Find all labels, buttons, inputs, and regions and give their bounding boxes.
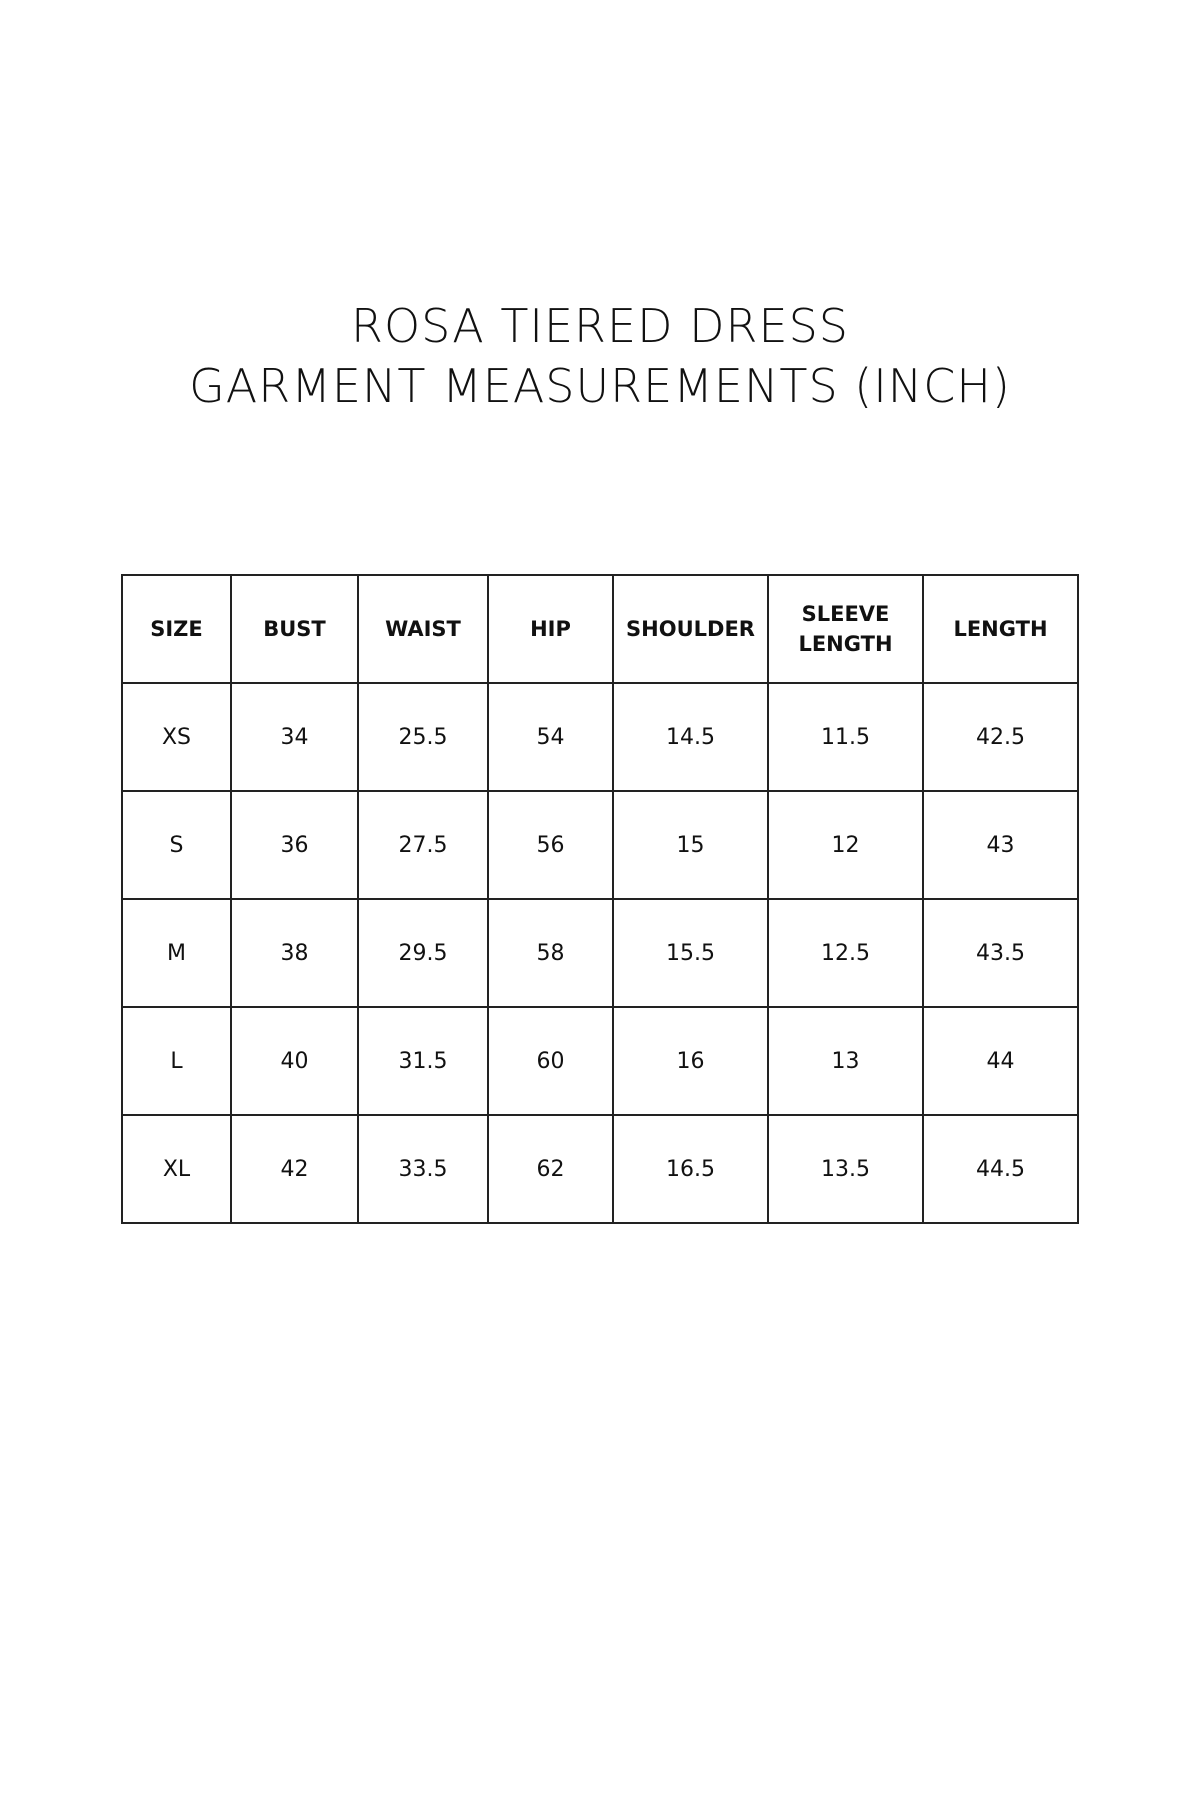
- cell-bust: 36: [231, 791, 358, 899]
- header-size: SIZE: [122, 575, 231, 683]
- cell-bust: 34: [231, 683, 358, 791]
- table-row: [122, 899, 1078, 1007]
- cell-shoulder: 15: [613, 791, 768, 899]
- cell-sleeve-length: 12.5: [768, 899, 923, 1007]
- cell-size: XL: [122, 1115, 231, 1223]
- cell-sleeve-length: 13.5: [768, 1115, 923, 1223]
- cell-sleeve-length: 13: [768, 1007, 923, 1115]
- cell-size: XS: [122, 683, 231, 791]
- cell-size: S: [122, 791, 231, 899]
- cell-shoulder: 16: [613, 1007, 768, 1115]
- header-hip: HIP: [488, 575, 613, 683]
- cell-length: 44: [923, 1007, 1078, 1115]
- cell-waist: 31.5: [358, 1007, 488, 1115]
- header-shoulder: SHOULDER: [613, 575, 768, 683]
- cell-waist: 29.5: [358, 899, 488, 1007]
- cell-shoulder: 14.5: [613, 683, 768, 791]
- cell-hip: 56: [488, 791, 613, 899]
- cell-length: 43: [923, 791, 1078, 899]
- header-length: LENGTH: [923, 575, 1078, 683]
- table-row: [122, 1007, 1078, 1115]
- header-sleeve-length: [768, 575, 923, 683]
- cell-bust: 40: [231, 1007, 358, 1115]
- cell-shoulder: 15.5: [613, 899, 768, 1007]
- cell-waist: 33.5: [358, 1115, 488, 1223]
- title-subtitle: GARMENT MEASUREMENTS (INCH): [189, 359, 1011, 413]
- header-bust: BUST: [231, 575, 358, 683]
- table-header-row: [122, 575, 1078, 683]
- cell-length: 44.5: [923, 1115, 1078, 1223]
- table-row: [122, 683, 1078, 791]
- cell-hip: 62: [488, 1115, 613, 1223]
- cell-size: M: [122, 899, 231, 1007]
- cell-hip: 60: [488, 1007, 613, 1115]
- header-waist: WAIST: [358, 575, 488, 683]
- cell-length: 43.5: [923, 899, 1078, 1007]
- header-sleeve-length-line2: LENGTH: [798, 632, 893, 656]
- cell-sleeve-length: 11.5: [768, 683, 923, 791]
- cell-size: L: [122, 1007, 231, 1115]
- table-row: [122, 791, 1078, 899]
- page-title: [0, 296, 1200, 416]
- title-product-name: ROSA TIERED DRESS: [351, 299, 849, 353]
- header-sleeve-length-line1: SLEEVE: [801, 602, 890, 626]
- cell-bust: 38: [231, 899, 358, 1007]
- cell-sleeve-length: 12: [768, 791, 923, 899]
- cell-length: 42.5: [923, 683, 1078, 791]
- size-chart-table: [121, 574, 1079, 1224]
- cell-waist: 25.5: [358, 683, 488, 791]
- cell-bust: 42: [231, 1115, 358, 1223]
- cell-hip: 58: [488, 899, 613, 1007]
- table-row: [122, 1115, 1078, 1223]
- cell-shoulder: 16.5: [613, 1115, 768, 1223]
- cell-hip: 54: [488, 683, 613, 791]
- cell-waist: 27.5: [358, 791, 488, 899]
